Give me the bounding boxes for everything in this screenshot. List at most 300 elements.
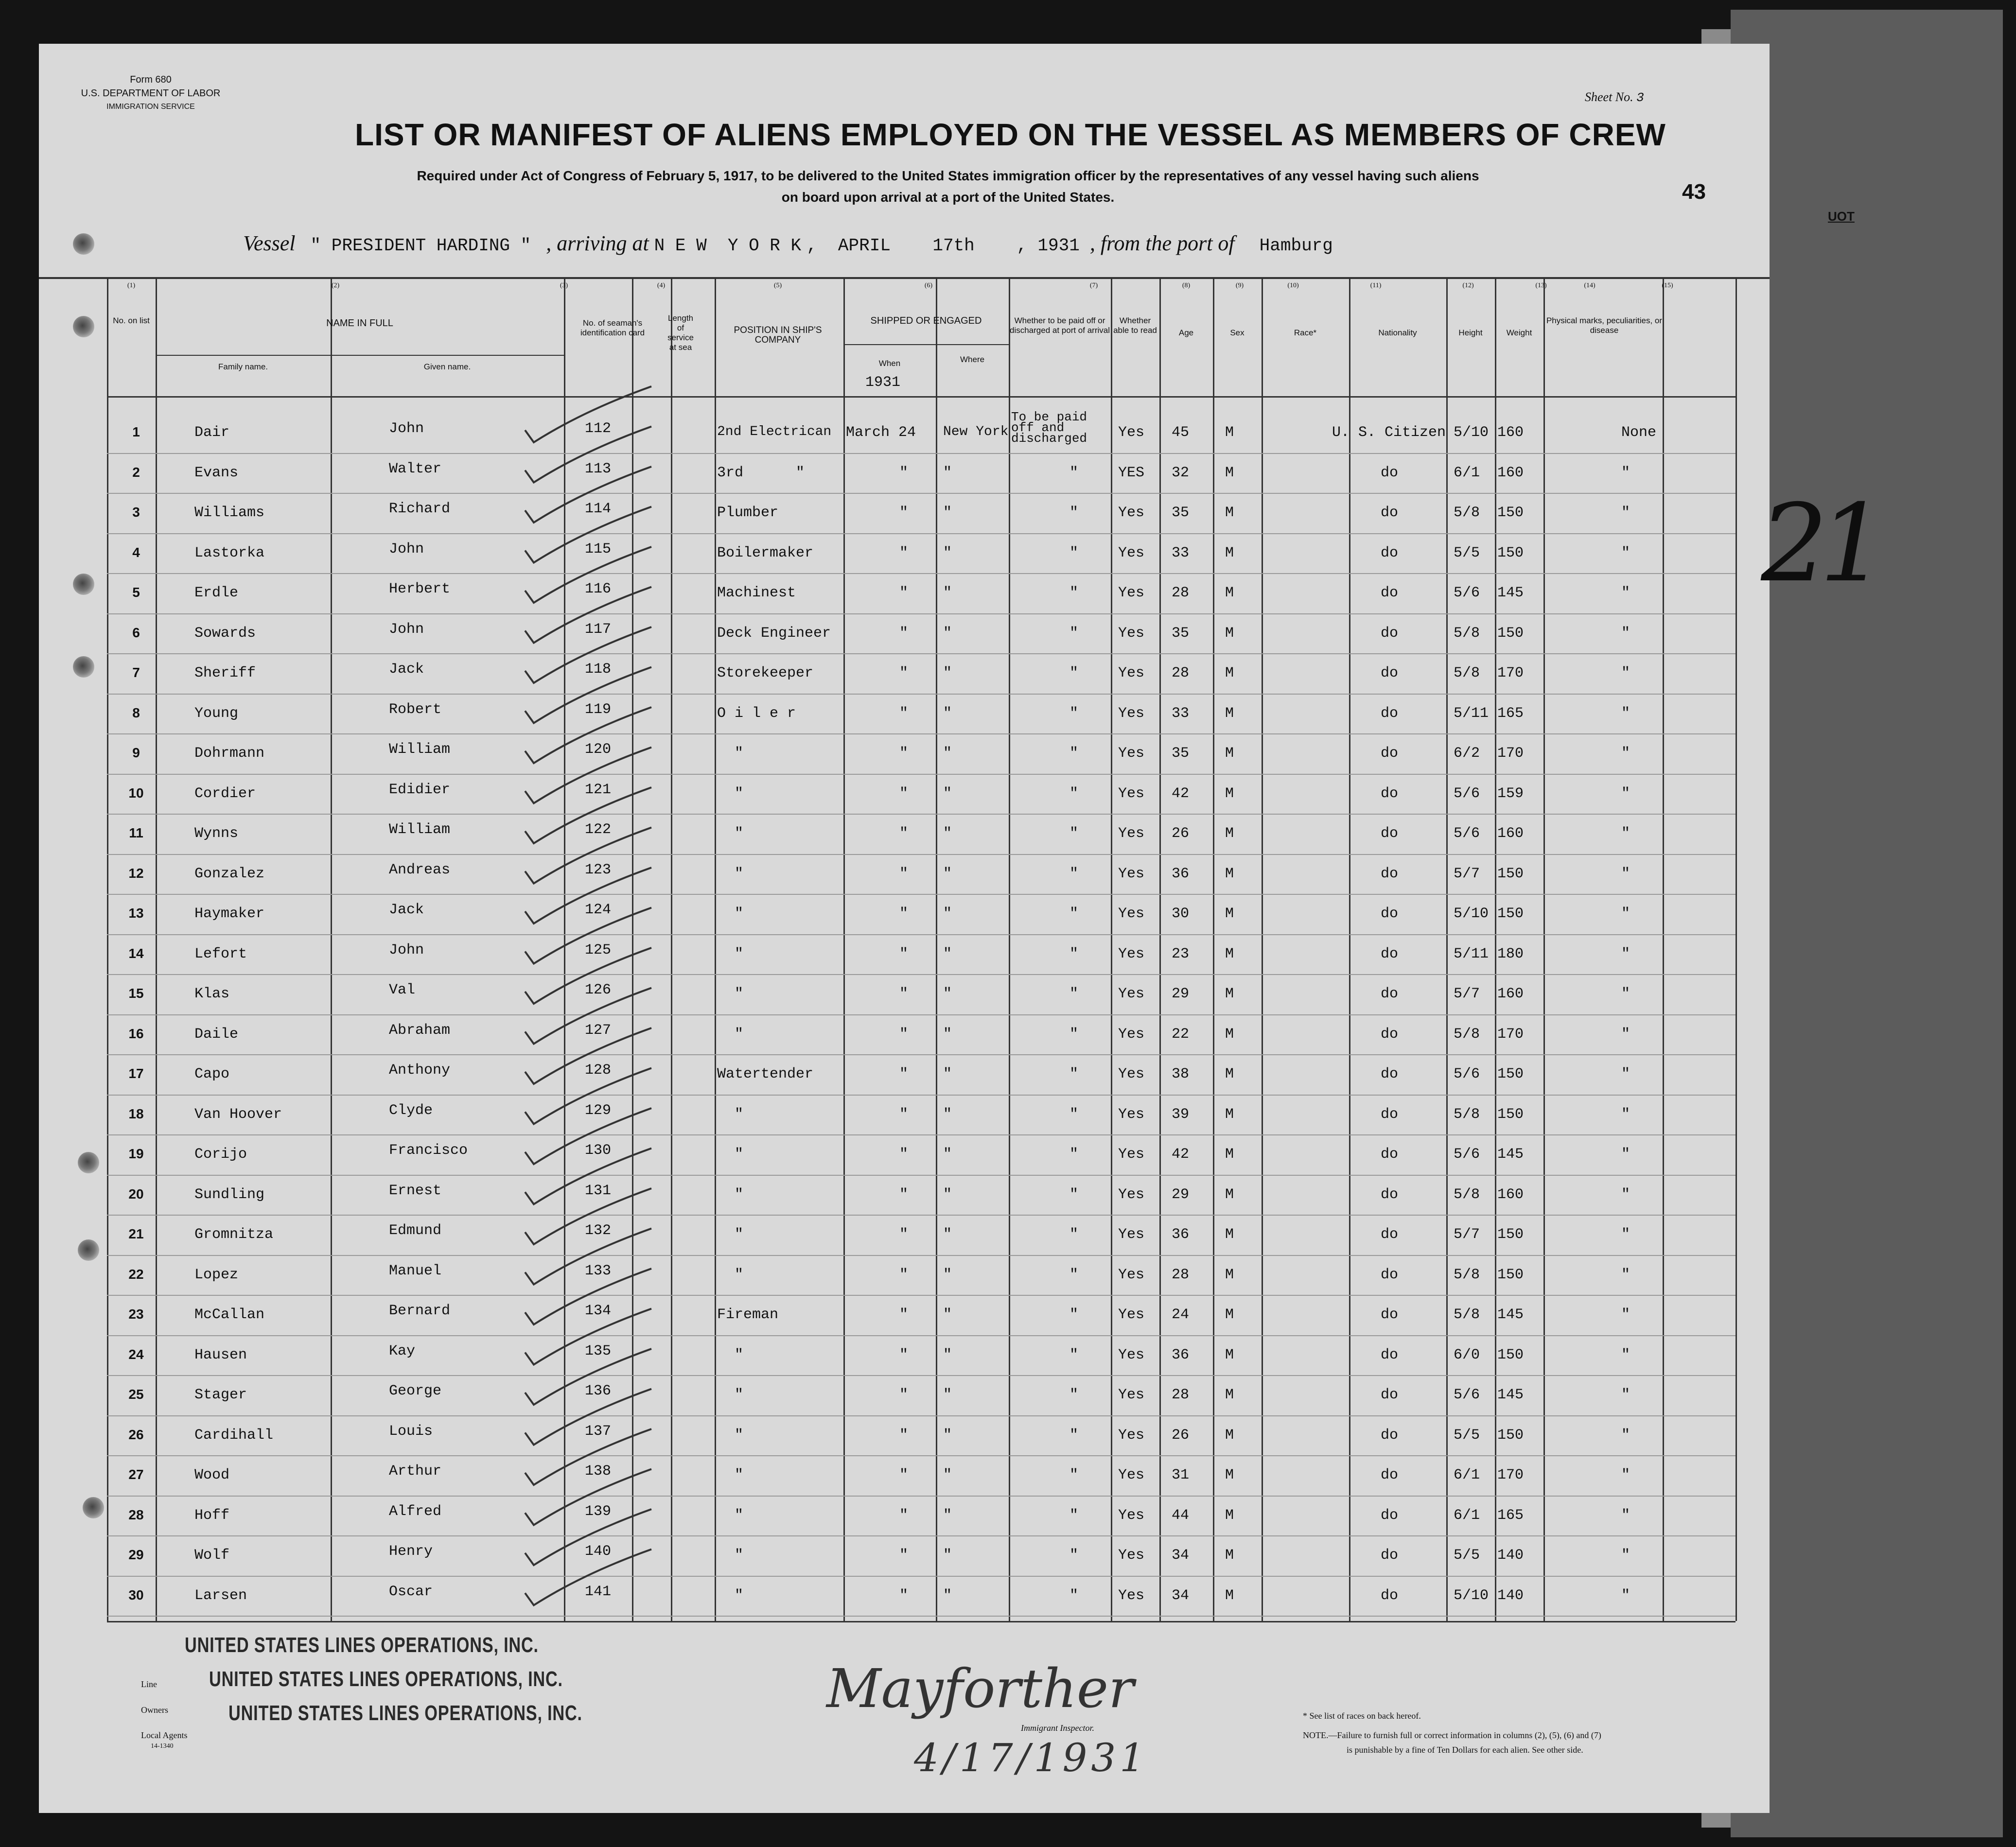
cell-marks: " (1621, 544, 1630, 561)
cell-height: 5/8 (1454, 625, 1480, 642)
cell-where: " (943, 945, 952, 962)
cell-position: " (717, 1587, 744, 1604)
cell-given: Jack (389, 902, 424, 918)
cell-card: 124 (584, 902, 611, 918)
cell-position: O i l e r (717, 705, 796, 722)
cell-height: 5/8 (1454, 1307, 1480, 1323)
cell-position: " (717, 986, 744, 1002)
cell-nationality: do (1381, 906, 1399, 922)
cell-given: John (389, 540, 424, 558)
cell-sex: M (1225, 825, 1234, 842)
cell-height: 5/6 (1454, 585, 1480, 601)
cell-no: 9 (132, 745, 140, 760)
cell-no: 26 (128, 1427, 144, 1442)
col-able-read: Whether able to read (1113, 316, 1157, 335)
cell-read: Yes (1118, 1467, 1145, 1483)
cell-position: " (717, 1427, 744, 1444)
cell-height: 5/8 (1454, 505, 1480, 521)
cell-weight: 160 (1497, 825, 1524, 842)
cell-marks: " (1621, 1467, 1630, 1483)
cell-given: William (389, 821, 451, 838)
cell-age: 32 (1172, 464, 1190, 481)
cell-nationality: do (1381, 1266, 1399, 1283)
inspector-signature: Mayforther (826, 1657, 1134, 1720)
cell-marks: " (1621, 1146, 1630, 1163)
cell-given: Bernard (389, 1303, 451, 1319)
cell-paid: " (1069, 1587, 1079, 1604)
cell-paid: " (1069, 1346, 1079, 1363)
cell-given: Val (389, 982, 416, 998)
cell-marks: " (1621, 825, 1630, 842)
cell-where: " (943, 625, 952, 642)
cell-read: Yes (1118, 1226, 1145, 1243)
cell-given: Abraham (389, 1022, 451, 1039)
stamp-owners: UNITED STATES LINES OPERATIONS, INC. (209, 1667, 563, 1691)
cell-height: 6/2 (1454, 745, 1480, 762)
cell-nationality: do (1381, 665, 1399, 681)
cell-family: Corijo (194, 1146, 247, 1163)
cell-height: 5/6 (1454, 1387, 1480, 1403)
cell-nationality: do (1381, 1146, 1399, 1163)
cell-where: " (943, 1307, 952, 1323)
cell-weight: 150 (1497, 505, 1524, 521)
col-height: Height (1458, 328, 1483, 337)
col-sex: Sex (1230, 328, 1245, 337)
cell-family: Hoff (194, 1507, 230, 1524)
manifest-page (39, 44, 1888, 1813)
cell-paid: " (1069, 785, 1079, 802)
cell-age: 35 (1172, 745, 1190, 762)
cell-card: 126 (584, 982, 611, 998)
cell-no: 30 (128, 1587, 144, 1603)
cell-weight: 150 (1497, 1106, 1524, 1123)
col-physical: Physical marks, peculiarities, or disease (1546, 316, 1663, 335)
cell-no: 29 (128, 1547, 144, 1562)
cell-when: " (899, 825, 909, 842)
cell-when: " (899, 1307, 909, 1323)
cell-position: 3rd " (717, 464, 805, 481)
cell-nationality: do (1381, 945, 1399, 962)
cell-marks: " (1621, 1226, 1630, 1243)
cell-paid: " (1069, 705, 1079, 722)
cell-read: Yes (1118, 1307, 1145, 1323)
cell-given: Robert (389, 701, 442, 718)
cell-card: 132 (584, 1222, 611, 1239)
cell-no: 15 (128, 986, 144, 1001)
cell-height: 5/6 (1454, 1146, 1480, 1163)
cell-position: " (717, 1226, 744, 1243)
cell-family: Cardihall (194, 1427, 274, 1444)
cell-height: 5/6 (1454, 785, 1480, 802)
cell-weight: 165 (1497, 1507, 1524, 1524)
cell-read: Yes (1118, 1387, 1145, 1403)
cell-when: " (899, 1547, 909, 1564)
cell-family: Evans (194, 464, 239, 481)
cell-sex: M (1225, 1226, 1234, 1243)
cell-given: Alfred (389, 1503, 442, 1520)
cell-weight: 150 (1497, 544, 1524, 561)
cell-when: " (899, 1467, 909, 1483)
cell-height: 5/5 (1454, 1547, 1480, 1564)
cell-no: 3 (132, 505, 140, 520)
cell-when: " (899, 625, 909, 642)
cell-paid: " (1069, 1427, 1079, 1444)
cell-where: " (943, 865, 952, 882)
cell-age: 38 (1172, 1066, 1190, 1082)
cell-no: 23 (128, 1307, 144, 1322)
cell-sex: M (1225, 1186, 1234, 1203)
cell-marks: " (1621, 865, 1630, 882)
margin-handwriting: 21 (1749, 481, 1888, 606)
cell-sex: M (1225, 585, 1234, 601)
cell-sex: M (1225, 865, 1234, 882)
cell-when: " (899, 1226, 909, 1243)
cell-no: 22 (128, 1266, 144, 1282)
cell-where: " (943, 1547, 952, 1564)
cell-age: 33 (1172, 705, 1190, 722)
back-sheet-dark (1731, 10, 2003, 1837)
col-family-name: Family name. (218, 362, 268, 371)
cell-read: Yes (1118, 1066, 1145, 1082)
col-length-service: Length of service at sea (667, 314, 694, 352)
cell-marks: " (1621, 1266, 1630, 1283)
cell-family: Van Hoover (194, 1106, 282, 1123)
cell-where: " (943, 1146, 952, 1163)
cell-where: " (943, 665, 952, 681)
col-when: When (878, 359, 901, 368)
cell-card: 140 (584, 1543, 611, 1560)
cell-nationality: do (1381, 986, 1399, 1002)
cell-sex: M (1225, 1266, 1234, 1283)
cell-when: " (899, 1507, 909, 1524)
cell-nationality: do (1381, 544, 1399, 561)
cell-read: Yes (1118, 1186, 1145, 1203)
cell-where: " (943, 1467, 952, 1483)
cell-age: 28 (1172, 1266, 1190, 1283)
from-port: Hamburg (1259, 236, 1333, 256)
cell-no: 27 (128, 1467, 144, 1482)
cell-marks: " (1621, 785, 1630, 802)
cell-given: Edmund (389, 1222, 442, 1239)
from-label: , from the port of (1089, 231, 1235, 255)
line-label: Line (141, 1679, 157, 1689)
cell-when: " (899, 1026, 909, 1043)
cell-paid: " (1069, 1307, 1079, 1323)
cell-age: 28 (1172, 665, 1190, 681)
cell-family: Lastorka (194, 544, 265, 561)
cell-read: YES (1118, 464, 1145, 481)
cell-read: Yes (1118, 825, 1145, 842)
cell-where: " (943, 1026, 952, 1043)
cell-position: " (717, 1467, 744, 1483)
cell-paid: " (1069, 1467, 1079, 1483)
cell-family: Sheriff (194, 665, 256, 681)
col-id-card: No. of seaman's identification card (580, 318, 645, 337)
cell-read: Yes (1118, 945, 1145, 962)
cell-position: Fireman (717, 1307, 779, 1323)
cell-card: 117 (584, 621, 611, 638)
cell-where: " (943, 825, 952, 842)
cell-marks: " (1621, 1346, 1630, 1363)
cell-given: Anthony (389, 1062, 451, 1079)
cell-marks: " (1621, 1026, 1630, 1043)
cell-weight: 160 (1497, 986, 1524, 1002)
cell-no: 17 (128, 1066, 144, 1081)
cell-family: Cordier (194, 785, 256, 802)
cell-where: " (943, 906, 952, 922)
cell-paid: " (1069, 745, 1079, 762)
form-code: 14-1340 (151, 1742, 174, 1750)
col-num: (12) (1462, 282, 1474, 289)
cell-family: Erdle (194, 585, 239, 601)
cell-given: Kay (389, 1342, 416, 1359)
cell-no: 18 (128, 1106, 144, 1121)
cell-no: 4 (132, 544, 140, 560)
cell-when: " (899, 1186, 909, 1203)
handwritten-date: 4/17/1931 (914, 1735, 1149, 1780)
cell-given: Clyde (389, 1102, 433, 1119)
cell-age: 35 (1172, 505, 1190, 521)
cell-marks: " (1621, 1507, 1630, 1524)
cell-family: Sundling (194, 1186, 265, 1203)
col-num: (2) (331, 282, 340, 289)
cell-sex: M (1225, 424, 1234, 441)
cell-paid: " (1069, 1507, 1079, 1524)
cell-marks: " (1621, 945, 1630, 962)
cell-family: Daile (194, 1026, 239, 1043)
cell-where: " (943, 1387, 952, 1403)
cell-family: Young (194, 705, 239, 722)
cell-sex: M (1225, 1307, 1234, 1323)
cell-family: Wood (194, 1467, 230, 1483)
cell-sex: M (1225, 1547, 1234, 1564)
cell-paid: " (1069, 1186, 1079, 1203)
cell-marks: " (1621, 705, 1630, 722)
cell-family: Hausen (194, 1346, 247, 1363)
cell-marks: " (1621, 1587, 1630, 1604)
cell-age: 29 (1172, 1186, 1190, 1203)
cell-read: Yes (1118, 745, 1145, 762)
cell-where: " (943, 1587, 952, 1604)
cell-position: " (717, 825, 744, 842)
cell-given: Manuel (389, 1262, 442, 1279)
col-shipped: SHIPPED OR ENGAGED (870, 315, 982, 326)
cell-given: Ernest (389, 1182, 442, 1199)
cell-position: Storekeeper (717, 665, 814, 681)
cell-age: 44 (1172, 1507, 1190, 1524)
cell-card: 129 (584, 1102, 611, 1119)
cell-card: 122 (584, 821, 611, 838)
col-paid-off: Whether to be paid off or discharged at port of arrival (1010, 316, 1110, 335)
check-marks (39, 44, 1770, 1813)
cell-weight: 140 (1497, 1587, 1524, 1604)
col-num: (7) (1089, 282, 1098, 289)
cell-paid: " (1069, 1106, 1079, 1123)
col-num: (13) (1535, 282, 1547, 289)
cell-where: " (943, 585, 952, 601)
arrival-date: , APRIL 17th , 19 (806, 236, 1059, 256)
cell-no: 7 (132, 665, 140, 680)
cell-where: " (943, 1106, 952, 1123)
cell-nationality: do (1381, 1346, 1399, 1363)
arriving-port: N E W Y O R K (654, 236, 802, 256)
cell-paid: " (1069, 825, 1079, 842)
cell-height: 5/6 (1454, 1066, 1480, 1082)
cell-position: " (717, 745, 744, 762)
cell-read: Yes (1118, 906, 1145, 922)
cell-nationality: do (1381, 1226, 1399, 1243)
cell-position: " (717, 1346, 744, 1363)
form-number: Form 680 (130, 74, 172, 85)
cell-read: Yes (1118, 1026, 1145, 1043)
col-num: (9) (1235, 282, 1244, 289)
cell-age: 22 (1172, 1026, 1190, 1043)
cell-read: Yes (1118, 544, 1145, 561)
arrival-year: 31 (1058, 236, 1080, 256)
cell-when: " (899, 785, 909, 802)
cell-nationality: do (1381, 585, 1399, 601)
cell-paid: " (1069, 906, 1079, 922)
cell-nationality: do (1381, 705, 1399, 722)
cell-card: 141 (584, 1583, 611, 1600)
when-year: 1931 (865, 374, 901, 391)
cell-sex: M (1225, 745, 1234, 762)
cell-height: 5/7 (1454, 865, 1480, 882)
cell-position: " (717, 1547, 744, 1564)
cell-age: 42 (1172, 1146, 1190, 1163)
cell-no: 21 (128, 1226, 144, 1241)
cell-no: 8 (132, 705, 140, 720)
col-race: Race* (1294, 328, 1317, 337)
cell-marks: " (1621, 1106, 1630, 1123)
col-num: (3) (560, 282, 568, 289)
cell-weight: 150 (1497, 1066, 1524, 1082)
race-note: * See list of races on back hereof. (1303, 1711, 1421, 1721)
cell-age: 33 (1172, 544, 1190, 561)
cell-when: " (899, 1106, 909, 1123)
cell-nationality: do (1381, 1106, 1399, 1123)
cell-sex: M (1225, 505, 1234, 521)
cell-paid: " (1069, 865, 1079, 882)
cell-card: 116 (584, 581, 611, 597)
cell-age: 29 (1172, 986, 1190, 1002)
cell-age: 34 (1172, 1587, 1190, 1604)
cell-given: Henry (389, 1543, 433, 1560)
cell-sex: M (1225, 1467, 1234, 1483)
cell-sex: M (1225, 705, 1234, 722)
cell-paid: " (1069, 1547, 1079, 1564)
cell-height: 5/10 (1454, 424, 1489, 441)
cell-nationality: do (1381, 745, 1399, 762)
cell-marks: " (1621, 625, 1630, 642)
cell-height: 5/11 (1454, 945, 1489, 962)
cell-family: McCallan (194, 1307, 265, 1323)
col-name-in-full: NAME IN FULL (326, 318, 393, 329)
cell-given: Walter (389, 460, 442, 477)
cell-marks: " (1621, 906, 1630, 922)
cell-age: 26 (1172, 825, 1190, 842)
cell-sex: M (1225, 625, 1234, 642)
cell-when: " (899, 945, 909, 962)
cell-read: Yes (1118, 1587, 1145, 1604)
cell-position: " (717, 1387, 744, 1403)
cell-card: 115 (584, 540, 611, 558)
cell-sex: M (1225, 464, 1234, 481)
cell-age: 30 (1172, 906, 1190, 922)
cell-when: " (899, 705, 909, 722)
col-num: (5) (773, 282, 782, 289)
cell-when: " (899, 585, 909, 601)
cell-paid: " (1069, 1387, 1079, 1403)
cell-nationality: U. S. Citizen (1332, 424, 1446, 441)
cell-nationality: do (1381, 1387, 1399, 1403)
cell-family: Sowards (194, 625, 256, 642)
cell-family: Lefort (194, 945, 247, 962)
subtitle-line-2: on board upon arrival at a port of the United States. (781, 190, 1115, 205)
cell-card: 121 (584, 781, 611, 798)
cell-nationality: do (1381, 1547, 1399, 1564)
cell-age: 36 (1172, 1226, 1190, 1243)
cell-weight: 180 (1497, 945, 1524, 962)
cell-marks: " (1621, 1066, 1630, 1082)
cell-where: " (943, 745, 952, 762)
col-num: (10) (1287, 282, 1299, 289)
cell-card: 130 (584, 1142, 611, 1159)
cell-given: John (389, 420, 424, 437)
cell-sex: M (1225, 1507, 1234, 1524)
cell-nationality: do (1381, 505, 1399, 521)
cell-paid: " (1069, 945, 1079, 962)
cell-card: 118 (584, 661, 611, 678)
cell-age: 28 (1172, 1387, 1190, 1403)
cell-weight: 150 (1497, 625, 1524, 642)
arriving-label: , arriving at (546, 231, 649, 255)
cell-sex: M (1225, 544, 1234, 561)
cell-where: " (943, 1346, 952, 1363)
cell-position: " (717, 865, 744, 882)
cell-position: " (717, 1266, 744, 1283)
cell-paid: " (1069, 1146, 1079, 1163)
cell-sex: M (1225, 1146, 1234, 1163)
cell-sex: M (1225, 1587, 1234, 1604)
cell-height: 5/10 (1454, 906, 1489, 922)
cell-marks: " (1621, 585, 1630, 601)
cell-marks: " (1621, 665, 1630, 681)
cell-age: 23 (1172, 945, 1190, 962)
cell-no: 14 (128, 945, 144, 961)
cell-where: " (943, 986, 952, 1002)
cell-position: " (717, 1186, 744, 1203)
cell-weight: 140 (1497, 1547, 1524, 1564)
cell-card: 136 (584, 1383, 611, 1399)
cell-card: 133 (584, 1262, 611, 1279)
cell-position: " (717, 945, 744, 962)
cell-when: " (899, 1346, 909, 1363)
cell-position: " (717, 1026, 744, 1043)
cell-when: " (899, 1146, 909, 1163)
cell-sex: M (1225, 986, 1234, 1002)
cell-family: Gromnitza (194, 1226, 274, 1243)
cell-family: Dohrmann (194, 745, 265, 762)
cell-card: 113 (584, 460, 611, 477)
cell-family: Lopez (194, 1266, 239, 1283)
cell-position: " (717, 906, 744, 922)
col-given-name: Given name. (423, 362, 471, 371)
cell-sex: M (1225, 1026, 1234, 1043)
cell-nationality: do (1381, 785, 1399, 802)
cell-height: 6/1 (1454, 1467, 1480, 1483)
cell-read: Yes (1118, 585, 1145, 601)
